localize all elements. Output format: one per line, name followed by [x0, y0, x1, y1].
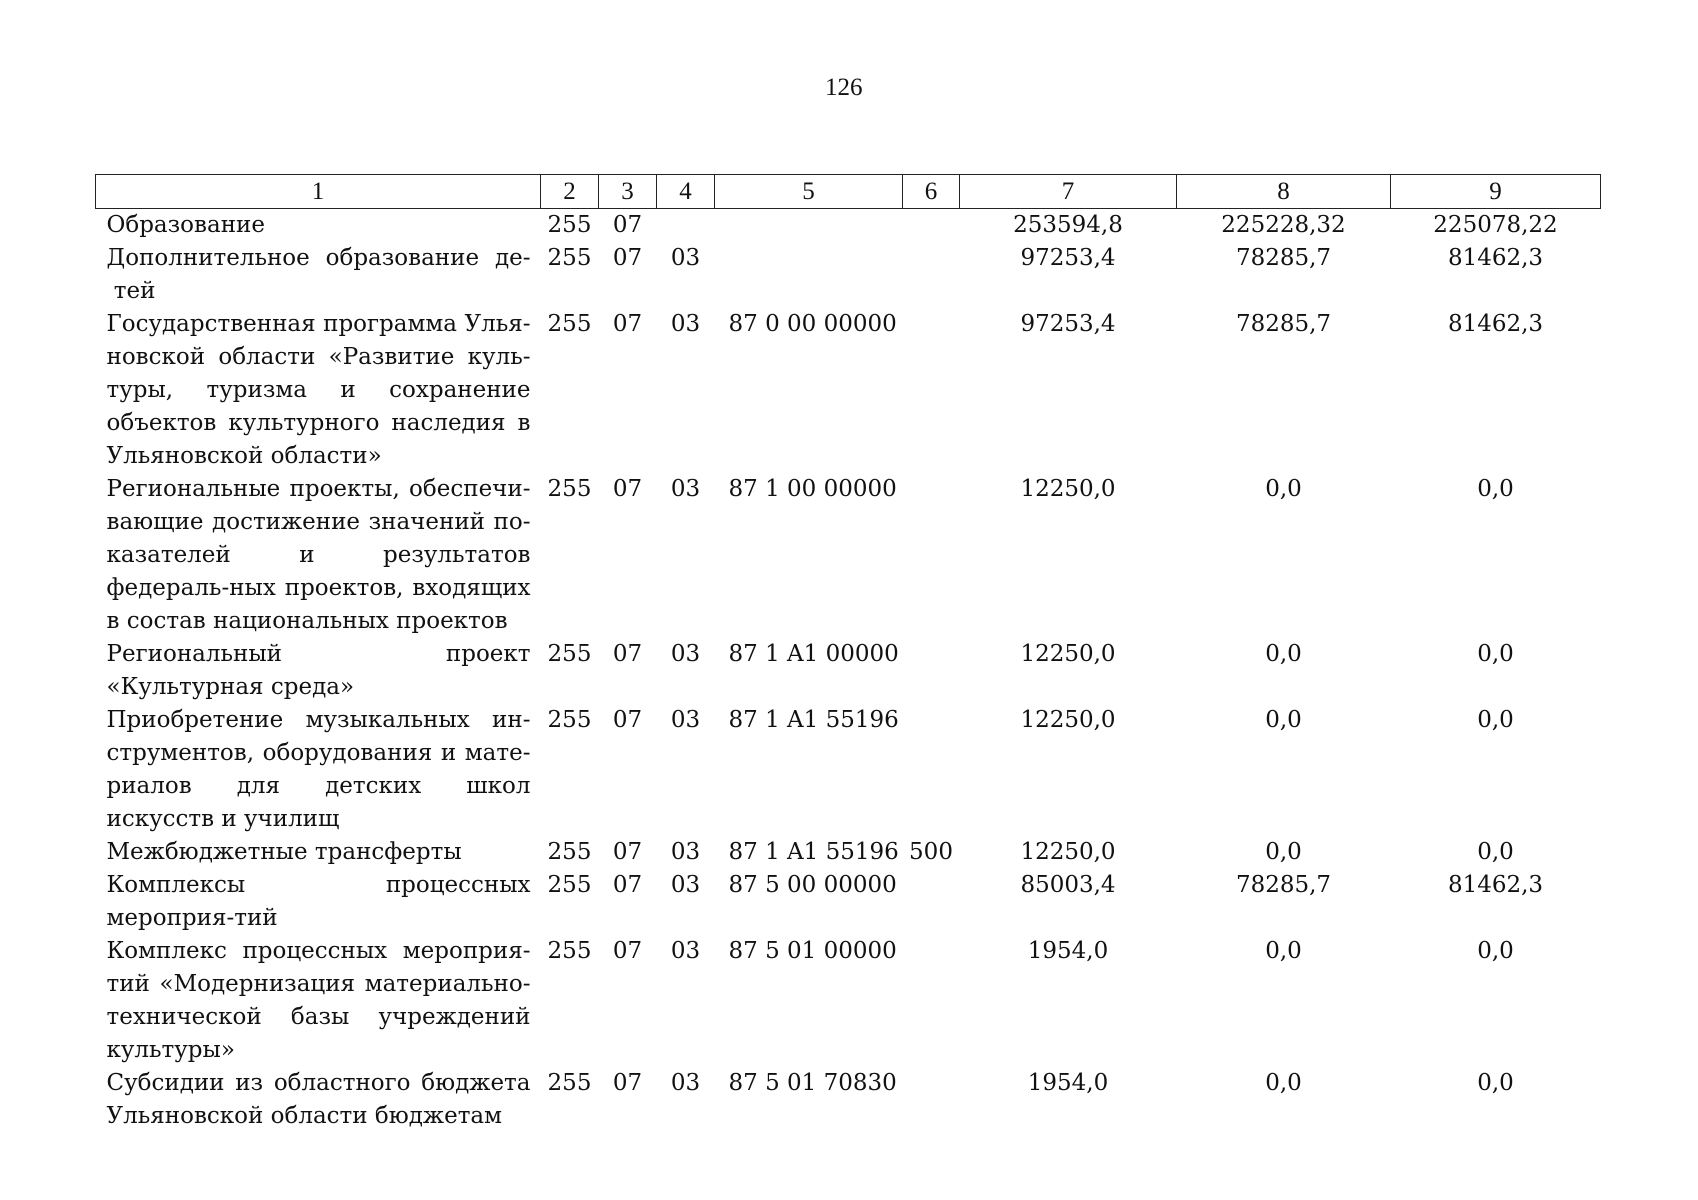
- cell-value-8: 0,0: [1265, 707, 1302, 733]
- table-row: [96, 638, 1601, 704]
- cell-section: 07: [612, 839, 643, 865]
- cell-target-article: 87 5 00 00000: [728, 872, 897, 898]
- cell-value-8: 0,0: [1265, 1070, 1302, 1096]
- cell-ministry: 255: [547, 245, 592, 271]
- table-row: [96, 242, 1601, 308]
- cell-subsection: 03: [670, 245, 701, 271]
- table-row: [96, 935, 1601, 1067]
- table-row: [96, 308, 1601, 473]
- cell-ministry: 255: [547, 938, 592, 964]
- cell-expense-type: [903, 308, 960, 473]
- cell-value-7: 12250,0: [1020, 839, 1116, 865]
- cell-subsection: 03: [670, 641, 701, 667]
- cell-value-7: 12250,0: [1020, 476, 1116, 502]
- cell-subsection: 03: [670, 938, 701, 964]
- header-cell-7: 7: [960, 175, 1177, 209]
- cell-value-7: 1954,0: [1027, 938, 1109, 964]
- cell-ministry: 255: [547, 476, 592, 502]
- cell-value-9: 0,0: [1477, 1070, 1514, 1096]
- cell-subsection: 03: [670, 476, 701, 502]
- row-name: Комплексы процессных мероприя-тий: [106, 872, 531, 931]
- cell-expense-type: [903, 704, 960, 836]
- cell-value-8: 78285,7: [1235, 311, 1332, 337]
- cell-ministry: 255: [547, 1070, 592, 1096]
- cell-expense-type: [903, 935, 960, 1067]
- row-name: Государственная программа Улья-новской области «Развитие куль-туры, туризма и сохранение объектов культурного наследия в Ульяновской области»: [106, 311, 531, 469]
- row-name: Субсидии из областного бюджета Ульяновской области бюджетам: [106, 1070, 531, 1129]
- cell-value-7: 97253,4: [1020, 245, 1116, 271]
- cell-value-8: 0,0: [1265, 938, 1302, 964]
- cell-expense-type: 500: [909, 839, 953, 865]
- cell-section: 07: [612, 476, 643, 502]
- cell-target-article: 87 5 01 70830: [728, 1070, 897, 1096]
- row-name: Комплекс процессных мероприя-тий «Модернизация материально-технической базы учреждений культуры»: [106, 938, 531, 1063]
- cell-ministry: 255: [547, 707, 592, 733]
- cell-value-8: 0,0: [1265, 641, 1302, 667]
- cell-ministry: 255: [547, 311, 592, 337]
- cell-value-9: 0,0: [1477, 641, 1514, 667]
- cell-value-8: 78285,7: [1235, 245, 1332, 271]
- cell-expense-type: [903, 242, 960, 308]
- cell-subsection: 03: [670, 311, 701, 337]
- cell-subsection: 03: [670, 872, 701, 898]
- cell-target-article: [715, 209, 903, 243]
- cell-value-9: 81462,3: [1447, 245, 1544, 271]
- cell-section: 07: [612, 938, 643, 964]
- cell-expense-type: [903, 1067, 960, 1133]
- cell-ministry: 255: [547, 641, 592, 667]
- cell-subsection: 03: [670, 707, 701, 733]
- table-row: [96, 473, 1601, 638]
- cell-value-7: 97253,4: [1020, 311, 1116, 337]
- table-row: [96, 704, 1601, 836]
- header-cell-4: 4: [657, 175, 715, 209]
- header-cell-2: 2: [541, 175, 599, 209]
- cell-value-8: 0,0: [1265, 839, 1302, 865]
- cell-value-9: 0,0: [1477, 938, 1514, 964]
- cell-target-article: 87 1 A1 00000: [728, 641, 899, 667]
- cell-expense-type: [903, 209, 960, 243]
- header-row: [96, 175, 1601, 209]
- cell-value-7: 1954,0: [1027, 1070, 1109, 1096]
- cell-subsection: 03: [670, 839, 701, 865]
- cell-section: 07: [612, 311, 643, 337]
- cell-section: 07: [612, 707, 643, 733]
- cell-target-article: [715, 242, 903, 308]
- table-row: [96, 869, 1601, 935]
- cell-target-article: 87 1 00 00000: [728, 476, 897, 502]
- page-number-text: 126: [825, 74, 863, 101]
- header-cell-3: 3: [599, 175, 657, 209]
- cell-expense-type: [903, 473, 960, 638]
- cell-target-article: 87 1 A1 55196: [728, 839, 899, 865]
- cell-subsection: 03: [670, 1070, 701, 1096]
- cell-target-article: 87 0 00 00000: [728, 311, 897, 337]
- cell-section: 07: [612, 1070, 643, 1096]
- cell-value-9: 0,0: [1477, 476, 1514, 502]
- budget-table: [95, 174, 1601, 1133]
- cell-section: 07: [612, 872, 643, 898]
- cell-expense-type: [903, 869, 960, 935]
- cell-value-7: 12250,0: [1020, 707, 1116, 733]
- cell-section: 07: [612, 641, 643, 667]
- header-cell-5: 5: [715, 175, 903, 209]
- row-name: Региональные проекты, обеспечи-вающие достижение значений по-казателей и результатов федераль-ных проектов, входящих в состав национальных проектов: [106, 476, 531, 634]
- cell-target-article: 87 1 A1 55196: [728, 707, 899, 733]
- table-row: [96, 209, 1601, 243]
- row-name: Образование: [106, 212, 265, 238]
- cell-value-8: 225228,32: [1221, 212, 1346, 238]
- header-cell-9: 9: [1391, 175, 1601, 209]
- header-cell-8: 8: [1177, 175, 1391, 209]
- cell-ministry: 255: [547, 212, 592, 238]
- table-row: [96, 836, 1601, 869]
- cell-target-article: 87 5 01 00000: [728, 938, 897, 964]
- cell-value-7: 253594,8: [1013, 212, 1123, 238]
- cell-section: 07: [612, 245, 643, 271]
- table-row: [96, 1067, 1601, 1133]
- cell-value-9: 81462,3: [1447, 311, 1544, 337]
- cell-expense-type: [903, 638, 960, 704]
- row-name: Межбюджетные трансферты: [106, 839, 462, 865]
- cell-subsection: [657, 209, 715, 243]
- cell-value-7: 12250,0: [1020, 641, 1116, 667]
- cell-ministry: 255: [547, 872, 592, 898]
- row-name: Приобретение музыкальных ин-струментов, оборудования и мате-риалов для детских школ искусств и училищ: [106, 707, 531, 832]
- cell-value-9: 0,0: [1477, 839, 1514, 865]
- cell-value-9: 225078,22: [1433, 212, 1558, 238]
- cell-value-9: 81462,3: [1447, 872, 1544, 898]
- cell-value-9: 0,0: [1477, 707, 1514, 733]
- row-name: Дополнительное образование де- тей: [106, 245, 531, 304]
- cell-value-8: 0,0: [1265, 476, 1302, 502]
- cell-section: 07: [612, 212, 643, 238]
- header-cell-6: 6: [903, 175, 960, 209]
- row-name: Региональный проект «Культурная среда»: [106, 641, 531, 700]
- cell-value-7: 85003,4: [1020, 872, 1116, 898]
- header-cell-1: 1: [96, 175, 541, 209]
- cell-ministry: 255: [547, 839, 592, 865]
- cell-value-8: 78285,7: [1235, 872, 1332, 898]
